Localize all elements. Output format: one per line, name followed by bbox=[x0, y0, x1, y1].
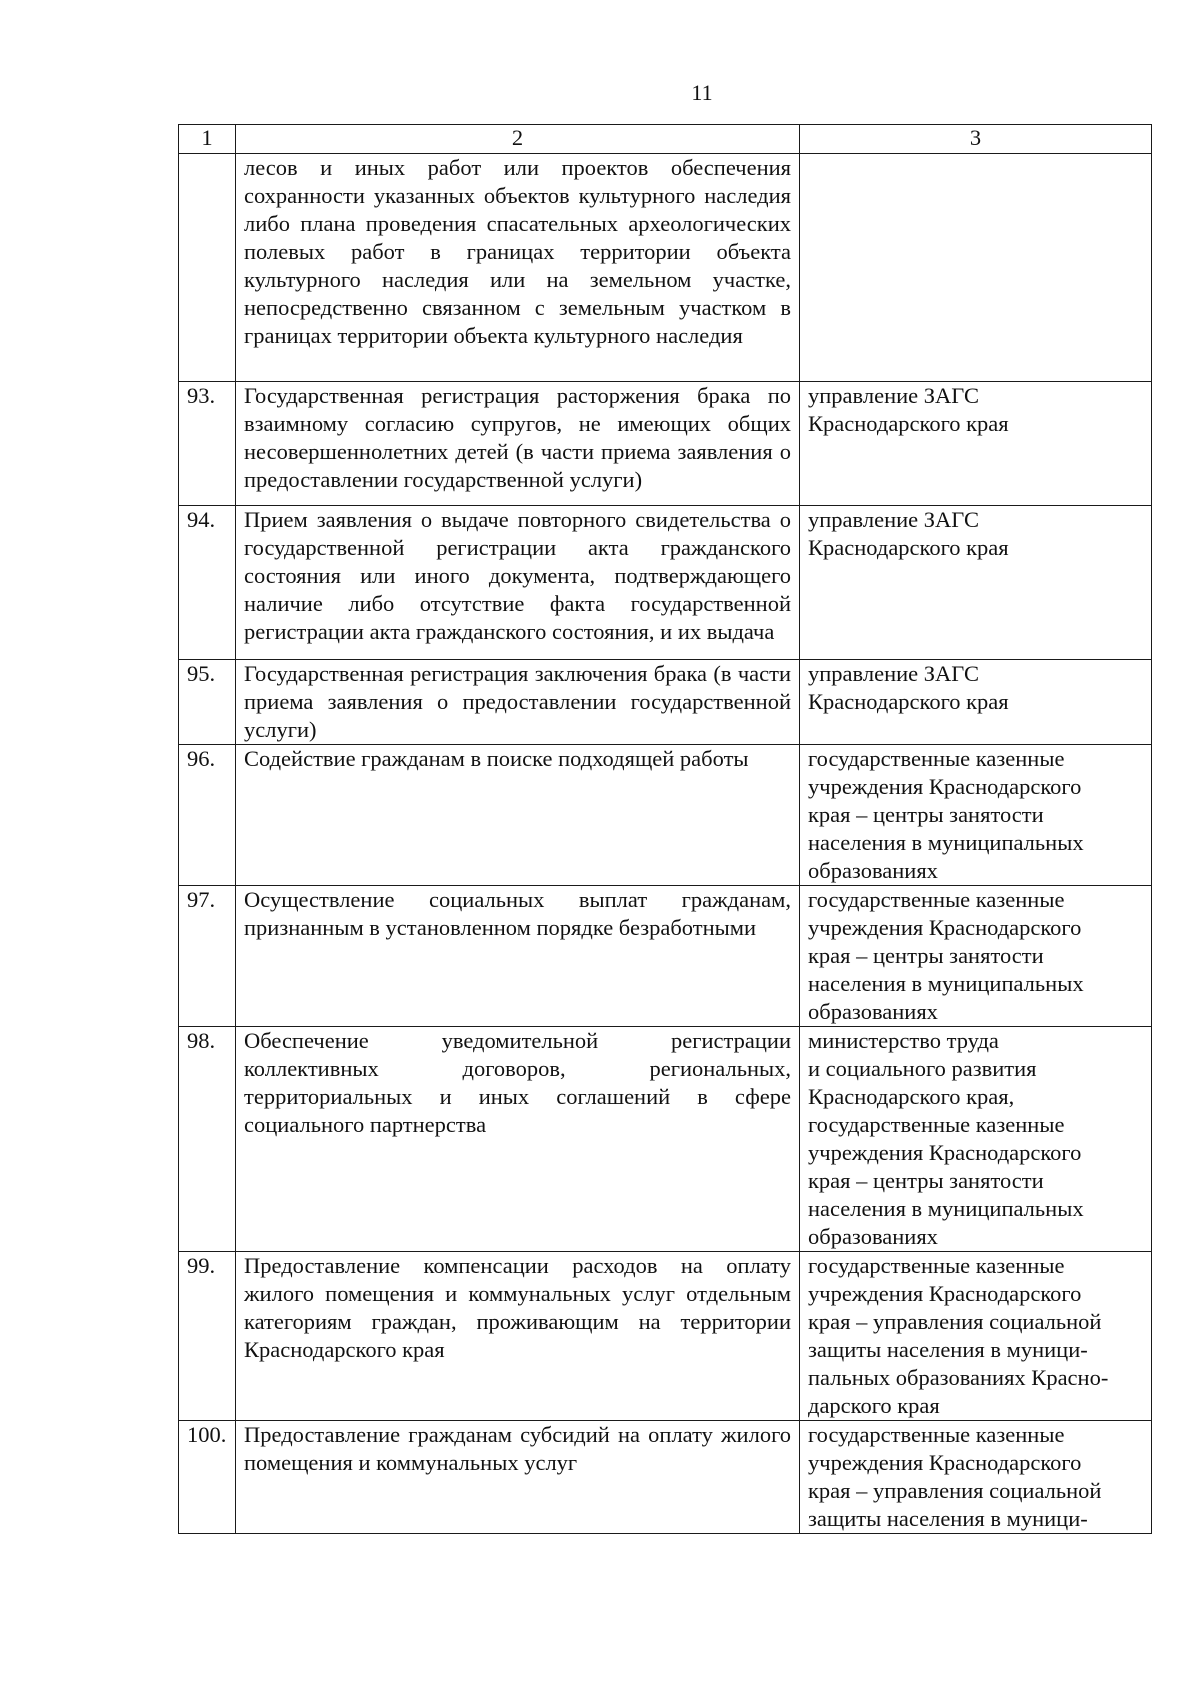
responsible-organization: управление ЗАГС Краснодарского края bbox=[800, 660, 1152, 745]
header-col-3: 3 bbox=[800, 125, 1152, 154]
table-row bbox=[179, 1027, 1152, 1252]
row-number: 99. bbox=[179, 1252, 236, 1421]
service-description: Предоставление компенсации расходов на оплату жилого помещения и коммунальных услуг отдельным категориям граждан, проживающим на территории Краснодарского края bbox=[236, 1252, 800, 1421]
row-number: 95. bbox=[179, 660, 236, 745]
table-row bbox=[179, 886, 1152, 1027]
responsible-organization: государственные казенные учреждения Краснодарского края – управления социальной защиты населения в муници- пальных образованиях Красно- дарского края bbox=[800, 1252, 1152, 1421]
header-col-2: 2 bbox=[236, 125, 800, 154]
responsible-organization: государственные казенные учреждения Краснодарского края – центры занятости населения в муниципальных образованиях bbox=[800, 745, 1152, 886]
table-header-row bbox=[179, 125, 1152, 154]
responsible-organization bbox=[800, 154, 1152, 382]
service-description: Обеспечение уведомительной регистрации коллективных договоров, региональных, территориальных и иных соглашений в сфере социального партнерства bbox=[236, 1027, 800, 1252]
row-number: 96. bbox=[179, 745, 236, 886]
row-number: 93. bbox=[179, 382, 236, 506]
responsible-organization: управление ЗАГС Краснодарского края bbox=[800, 506, 1152, 660]
service-description: Осуществление социальных выплат гражданам, признанным в установленном порядке безработными bbox=[236, 886, 800, 1027]
table-row bbox=[179, 660, 1152, 745]
service-description: Государственная регистрация расторжения брака по взаимному согласию супругов, не имеющих общих несовершеннолетних детей (в части приема заявления о предоставлении государственной услуги) bbox=[236, 382, 800, 506]
table-row bbox=[179, 154, 1152, 382]
row-number: 100. bbox=[179, 1421, 236, 1534]
responsible-organization: государственные казенные учреждения Краснодарского края – управления социальной защиты населения в муници- bbox=[800, 1421, 1152, 1534]
row-number bbox=[179, 154, 236, 382]
responsible-organization: государственные казенные учреждения Краснодарского края – центры занятости населения в муниципальных образованиях bbox=[800, 886, 1152, 1027]
services-table bbox=[178, 124, 1152, 1534]
service-description: Прием заявления о выдаче повторного свидетельства о государственной регистрации акта гражданского состояния или иного документа, подтверждающего наличие либо отсутствие факта государственной регистрации акта гражданского состояния, и их выдача bbox=[236, 506, 800, 660]
service-description: лесов и иных работ или проектов обеспечения сохранности указанных объектов культурного наследия либо плана проведения спасательных археологических полевых работ в границах территории объекта культурного наследия или на земельном участке, непосредственно связанном с земельным участком в границах территории объекта культурного наследия bbox=[236, 154, 800, 382]
table-row bbox=[179, 506, 1152, 660]
header-col-1: 1 bbox=[179, 125, 236, 154]
row-number: 98. bbox=[179, 1027, 236, 1252]
responsible-organization: министерство труда и социального развития Краснодарского края, государственные казенные учреждения Краснодарского края – центры занятости населения в муниципальных образованиях bbox=[800, 1027, 1152, 1252]
table-row bbox=[179, 382, 1152, 506]
table-row bbox=[179, 745, 1152, 886]
service-description: Государственная регистрация заключения брака (в части приема заявления о предоставлении государственной услуги) bbox=[236, 660, 800, 745]
table-row bbox=[179, 1421, 1152, 1534]
service-description: Содействие гражданам в поиске подходящей работы bbox=[236, 745, 800, 886]
responsible-organization: управление ЗАГС Краснодарского края bbox=[800, 382, 1152, 506]
table-row bbox=[179, 1252, 1152, 1421]
page-number: 11 bbox=[691, 80, 713, 105]
service-description: Предоставление гражданам субсидий на оплату жилого помещения и коммунальных услуг bbox=[236, 1421, 800, 1534]
row-number: 97. bbox=[179, 886, 236, 1027]
row-number: 94. bbox=[179, 506, 236, 660]
